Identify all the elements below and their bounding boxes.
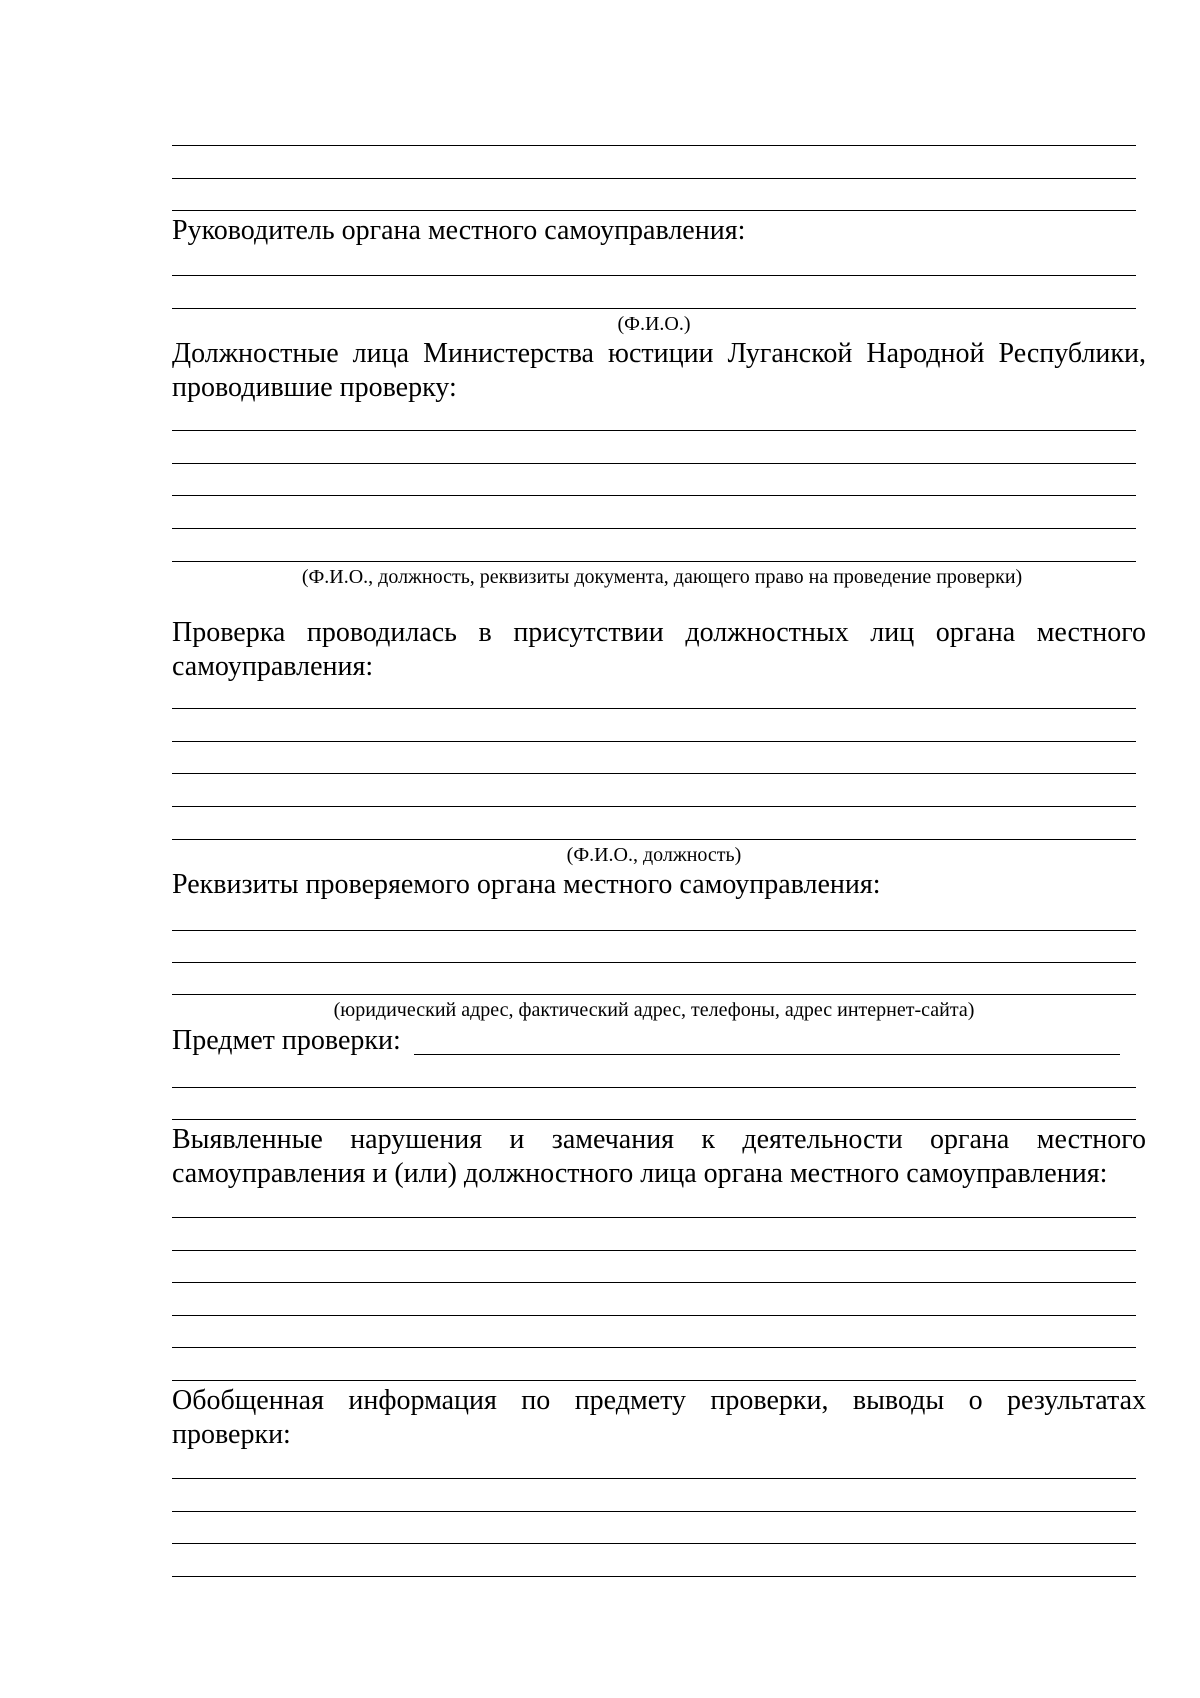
blank-line [172,528,1136,529]
blank-line [172,741,1136,742]
blank-line [172,178,1136,179]
blank-line [172,773,1136,774]
blank-line [172,1543,1136,1544]
head-label: Руководитель органа местного самоуправления: [172,215,746,246]
blank-line [172,708,1136,709]
head-caption: (Ф.И.О.) [617,313,691,335]
blank-line [172,1087,1136,1088]
blank-line [172,1347,1136,1348]
summary-label: Обобщенная информация по предмету проверки, выводы о результатах проверки: [172,1385,1146,1450]
blank-line [172,275,1136,276]
blank-line [172,145,1136,146]
blank-line [172,561,1136,562]
blank-line [172,1576,1136,1577]
blank-line [172,1282,1136,1283]
blank-line [172,1380,1136,1381]
subject-fill-line [414,1054,1120,1055]
presence-caption: (Ф.И.О., должность) [566,844,742,866]
blank-line [172,839,1136,840]
blank-line [172,308,1136,309]
requisites-label: Реквизиты проверяемого органа местного самоуправления: [172,869,881,900]
blank-line [172,806,1136,807]
blank-line [172,930,1136,931]
blank-line [172,463,1136,464]
blank-line [172,1315,1136,1316]
blank-line [172,994,1136,995]
officials-label: Должностные лица Министерства юстиции Луганской Народной Республики, проводившие проверку: [172,338,1146,403]
officials-caption: (Ф.И.О., должность, реквизиты документа, дающего право на проведение проверки) [301,566,1023,588]
violations-label: Выявленные нарушения и замечания к деятельности органа местного самоуправления и (или) должностного лица органа местного самоуправления: [172,1124,1146,1189]
blank-line [172,1119,1136,1120]
blank-line [172,1217,1136,1218]
blank-line [172,1478,1136,1479]
blank-line [172,1250,1136,1251]
blank-line [172,210,1136,211]
subject-label: Предмет проверки: [172,1025,401,1056]
requisites-caption: (юридический адрес, фактический адрес, телефоны, адрес интернет-сайта) [333,999,975,1021]
blank-line [172,430,1136,431]
presence-label: Проверка проводилась в присутствии должностных лиц органа местного самоуправления: [172,617,1146,682]
blank-line [172,1511,1136,1512]
blank-line [172,495,1136,496]
blank-line [172,962,1136,963]
